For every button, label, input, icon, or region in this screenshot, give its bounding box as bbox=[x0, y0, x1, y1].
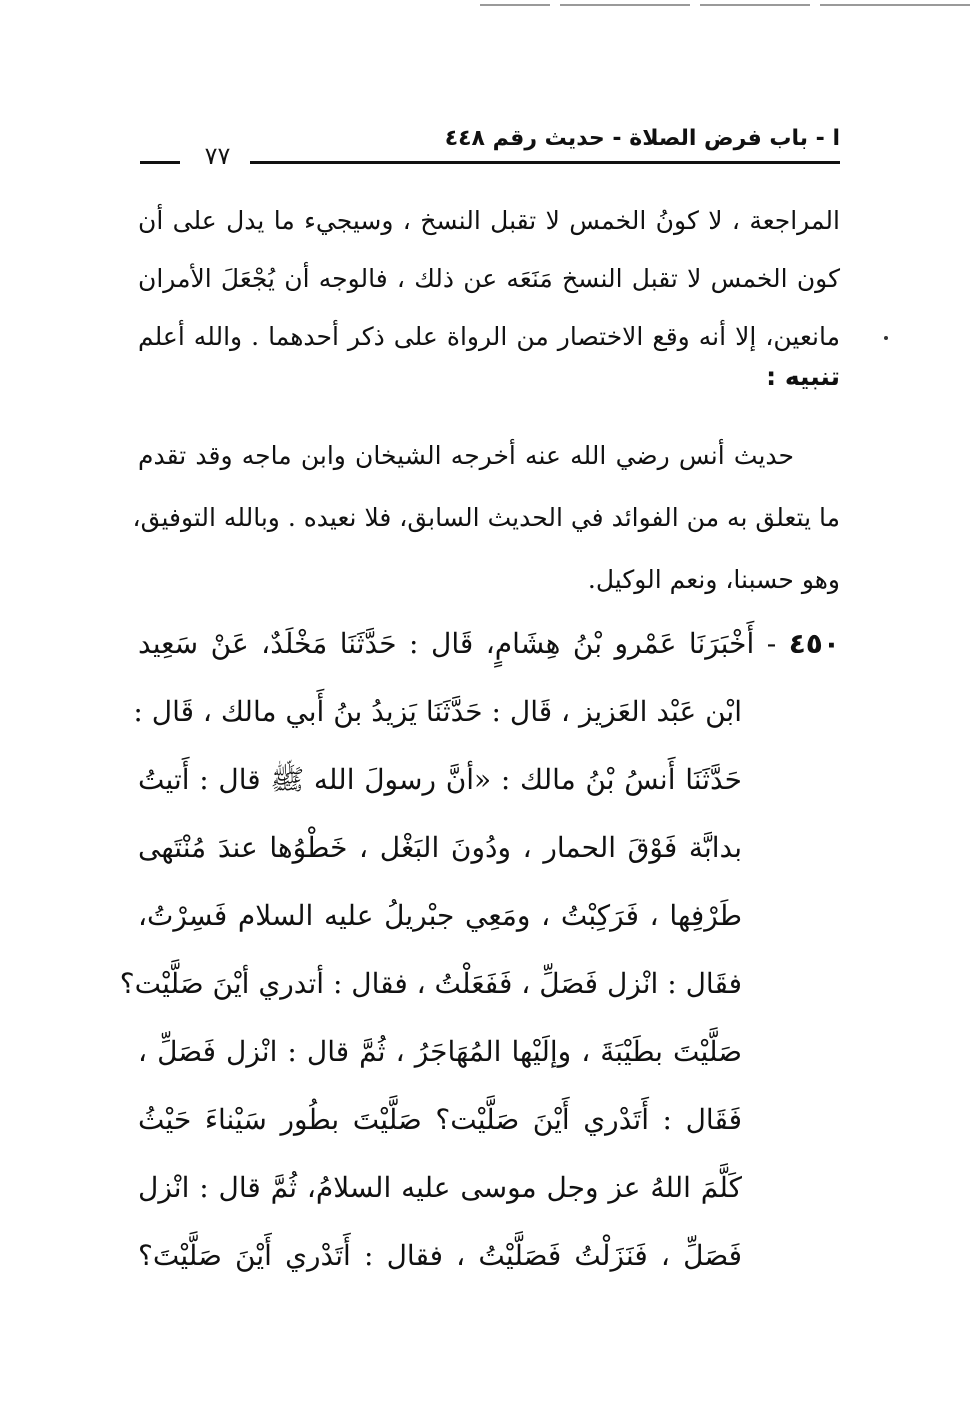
hadith-opening: - أَخْبَرَنَا عَمْرو بْنُ هِشَامٍ، قَال : حَدَّثَنَا مَخْلَدٌ، عَنْ سَعِيد bbox=[138, 627, 777, 660]
hadith-line: صَلَّيْتَ بطَيْبَةَ ، وإلَيْها المُهَاجَرُ ، ثُمَّ قال : انْزل فَصَلِّ ، bbox=[138, 1035, 742, 1068]
text-line: حديث أنس رضي الله عنه أخرجه الشيخان وابن ماجه وقد تقدم bbox=[138, 441, 794, 470]
header-rule-short bbox=[140, 161, 180, 164]
hadith-line: ابْن عَبْد العَزيز ، قَال : حَدَّثَنَا يَزيدُ بنُ أَبي مالك ، قَال : bbox=[133, 695, 742, 728]
hadith-line: فَصَلِّ ، فَنَزَلْتُ فَصَلَّيْتُ ، فقال : أَتَدْري أَيْنَ صَلَّيْتَ؟ bbox=[138, 1239, 742, 1272]
hadith-line: فقَال : انْزل فَصَلِّ ، فَفَعَلْتُ ، فقال : أتدري أيْنَ صَلَّيْت؟ bbox=[119, 967, 742, 1000]
hadith-line: كَلَّمَ اللهُ عز وجل موسى عليه السلامُ، ثُمَّ قال : انْزل bbox=[138, 1171, 742, 1204]
note-heading: تنبيه : bbox=[766, 362, 840, 391]
text-line: مانعين، إلا أنه وقع الاختصار من الرواة على ذكر أحدهما . والله أعلم bbox=[138, 322, 840, 351]
running-title: ا - باب فرض الصلاة - حديث رقم ٤٤٨ bbox=[444, 126, 840, 151]
hadith-number: ٤٥٠ bbox=[788, 627, 840, 660]
margin-mark bbox=[884, 336, 888, 340]
scan-edge-line bbox=[700, 4, 810, 6]
hadith-line: بدابَّة فَوْقَ الحمار ، ودُونَ البَغْل ، خَطْوُها عندَ مُنْتَهى bbox=[138, 831, 742, 864]
scan-edge-line bbox=[480, 4, 550, 6]
scan-edge-line bbox=[820, 4, 970, 6]
hadith-line: طَرْفِها ، فَرَكِبْتُ ، ومَعِي جبْريلُ عليه السلام فَسِرْتُ، bbox=[138, 899, 742, 932]
text-line: كون الخمس لا تقبل النسخ مَنَعَه عن ذلك ، فالوجه أن يُجْعَلَ الأمران bbox=[138, 264, 840, 293]
header-rule bbox=[250, 161, 840, 164]
hadith-text bbox=[119, 610, 840, 1290]
paragraph-note bbox=[132, 425, 840, 611]
hadith-line: حَدَّثَنَا أَنسُ بْنُ مالك : «أنَّ رسولَ الله ﷺ قال : أَتيتُ bbox=[138, 763, 742, 796]
hadith-first-line bbox=[138, 610, 840, 678]
page-number: ٧٧ bbox=[204, 142, 231, 170]
text-line: وهو حسبنا، ونعم الوكيل. bbox=[587, 565, 840, 594]
scan-edge-line bbox=[560, 4, 690, 6]
text-line: ما يتعلق به من الفوائد في الحديث السابق، فلا نعيده . وبالله التوفيق، bbox=[132, 503, 840, 532]
paragraph-commentary bbox=[138, 192, 840, 366]
page-header bbox=[140, 118, 840, 180]
text-line: المراجعة ، لا كونُ الخمس لا تقبل النسخ ، وسيجيء ما يدل على أن bbox=[138, 206, 840, 235]
hadith-line: فَقَال : أَتَدْري أَيْنَ صَلَّيْت؟ صَلَّيْتَ بطُور سَيْناءَ حَيْثُ bbox=[138, 1103, 742, 1136]
